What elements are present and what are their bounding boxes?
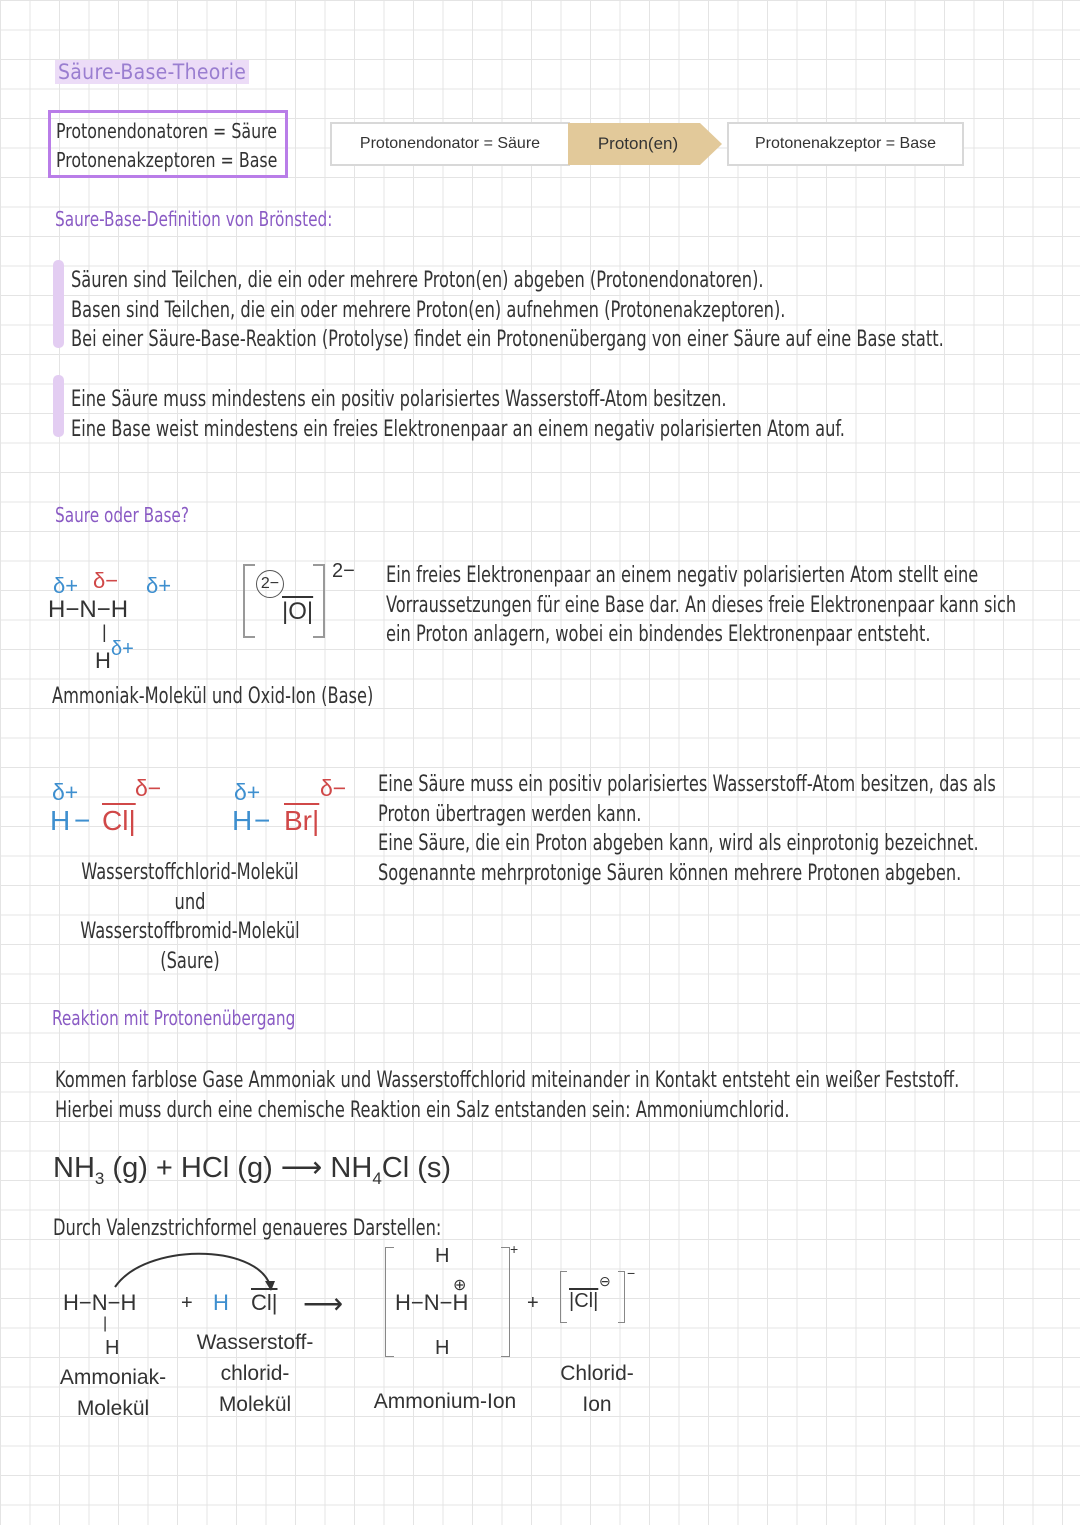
highlight-bar-1 [53,260,64,348]
hbr-structure [232,775,362,845]
eq-nh: NH [53,1152,95,1184]
bronsted-heading: Saure-Base-Definition von Brönsted: [55,207,333,231]
flow-proton-label: Proton(en) [597,134,679,153]
ammonium-bracket-left [385,1247,394,1357]
label-line: Chlorid- [560,1362,634,1385]
label-ammonium: Ammonium-Ion [373,1390,517,1413]
definition-line-1: Protonendonatoren = Säure [56,119,278,143]
label-line: Molekül [218,1393,292,1416]
oxide-charge-circle: 2− [256,570,284,598]
base-explanation [386,561,1016,650]
base-text-line: Ein freies Elektronenpaar an einem negativ polarisierten Atom stellt eine [386,563,979,588]
ammonium-plus: ⊕ [453,1277,467,1294]
label-line: Ion [582,1393,612,1416]
hbr-h: H [232,805,253,836]
reaction-text [55,1066,959,1125]
ammonium-top-h: H [435,1245,450,1267]
hbr-delta-minus: δ− [320,775,347,801]
scheme-plus-1: + [181,1292,193,1314]
base-caption: Ammoniak-Molekül und Oxid-Ion (Base) [52,684,374,709]
valence-heading: Durch Valenzstrichformel genaueres Darstellen: [53,1216,442,1241]
oxide-charge: 2− [332,560,355,582]
eq-sub-3: 3 [94,1168,105,1188]
chloride-minus: ⊖ [599,1273,611,1289]
hcl-bond: − [74,805,91,836]
reaction-equation [53,1150,451,1189]
label-line: chlorid- [220,1362,290,1385]
flow-acceptor-box: Protonenakzeptor = Base [727,122,964,166]
label-line: Wasserstoff- [196,1331,314,1354]
oxide-bracket-left [243,564,255,638]
bronsted-line: Basen sind Teilchen, die ein oder mehrere Proton(en) aufnehmen (Protonenakzeptoren). [71,297,786,323]
hbr-br: Br| [284,805,320,836]
ammonium-bracket-right [501,1247,510,1357]
bronsted-line: Säuren sind Teilchen, die ein oder mehrere Proton(en) abgeben (Protonendonatoren). [71,268,764,293]
acid-text-line: Eine Säure muss ein positiv polarisiertes Wasserstoff-Atom besitzen, das als [378,772,996,797]
acid-text-line: Sogenannte mehrprotonige Säuren können mehrere Protonen abgeben. [378,860,962,886]
chloride-charge: − [627,1265,636,1281]
ammonium-bottom-h: H [435,1337,450,1359]
definition-box [48,110,288,178]
bronsted-line: Bei einer Säure-Base-Reaktion (Protolyse) findet ein Protonenübergang von einer Säure auf eine Base statt. [71,327,944,352]
ammonia-structure [48,568,188,678]
scheme-ammonia-bond: | [103,1315,108,1332]
oxide-ion [240,560,370,640]
label-chlorid [547,1358,647,1420]
valence-scheme [55,1241,675,1365]
acid-caption [40,858,340,976]
bronsted-conditions [71,385,845,444]
acid-or-base-heading: Saure oder Base? [55,503,189,527]
reaction-heading: Reaktion mit Protonenübergang [52,1006,296,1030]
scheme-ammonia-h: H [105,1337,120,1359]
delta-plus-bottom: δ+ [111,638,134,660]
label-ammoniak [48,1362,178,1424]
hcl-structure [50,775,180,845]
condition-line: Eine Base weist mindestens ein freies Elektronenpaar an einem negativ polarisierten Atom auf. [71,416,845,442]
chloride-bracket-left [560,1271,567,1323]
hcl-h: H [50,805,71,836]
hbr-bond: − [254,805,271,836]
flow-donor-box: Protonendonator = Säure [330,122,570,166]
ammonia-formula: H−N−H [48,596,129,623]
scheme-hcl-cl: Cl| [251,1290,278,1315]
ammonia-h-bottom: H [95,648,111,673]
label-hcl [180,1327,330,1420]
definition-line-2: Protonenakzeptoren = Base [56,148,278,172]
eq-end: Cl (s) [381,1152,452,1184]
hbr-delta-plus: δ+ [234,779,261,805]
ammonium-charge: + [510,1241,519,1257]
page-title: Säure-Base-Theorie [55,60,249,84]
delta-plus-right: δ+ [146,573,172,598]
chloride-bracket-right [618,1271,625,1323]
flow-proton-arrow [568,122,724,166]
scheme-arrow: ⟶ [303,1288,344,1319]
chloride-symbol: |Cl| [569,1290,599,1312]
hcl-delta-minus: δ− [135,775,162,801]
condition-line: Eine Säure muss mindestens ein positiv polarisiertes Wasserstoff-Atom besitzen. [71,387,727,412]
eq-middle: (g) + HCl (g) ⟶ NH [112,1152,373,1184]
oxide-bracket-right [313,564,325,638]
hcl-cl: Cl| [102,805,136,836]
acid-text-line: Proton übertragen werden kann. [378,801,642,827]
scheme-plus-2: + [527,1292,539,1314]
oxide-symbol: |O| [282,598,314,625]
base-text-line: ein Proton anlagern, wobei ein bindendes Elektronenpaar entsteht. [386,622,931,647]
bronsted-definitions [71,266,944,355]
delta-plus-left: δ+ [53,573,79,598]
ammonia-bond: | [102,622,107,642]
reaction-text-line: Kommen farblose Gase Ammoniak und Wasserstoffchlorid miteinander in Kontakt entsteht ein weißer Feststoff. [55,1068,960,1093]
acid-caption-line: Wasserstoffchlorid-Molekül und [81,860,299,915]
acid-caption-line: Wasserstoffbromid-Molekül [80,919,300,944]
hcl-delta-plus: δ+ [52,779,79,805]
highlight-bar-2 [53,375,64,437]
scheme-hcl-h: H [213,1290,229,1315]
scheme-ammonia: H−N−H [63,1290,137,1315]
eq-sub-4: 4 [372,1168,382,1188]
acid-text-line: Eine Säure, die ein Proton abgeben kann, wird als einprotonig bezeichnet. [378,831,979,856]
reaction-text-line: Hierbei muss durch eine chemische Reaktion ein Salz entstanden sein: Ammoniumchlorid. [55,1097,790,1123]
ammonium-formula: H−N−H [395,1290,469,1315]
label-line: Molekül [76,1397,150,1420]
base-text-line: Vorraussetzungen für eine Base dar. An dieses freie Elektronenpaar kann sich [386,592,1017,618]
acid-caption-line: (Saure) [160,948,220,974]
acid-explanation [378,770,996,888]
delta-minus-n: δ− [93,568,119,593]
label-line: Ammoniak- [59,1366,167,1389]
